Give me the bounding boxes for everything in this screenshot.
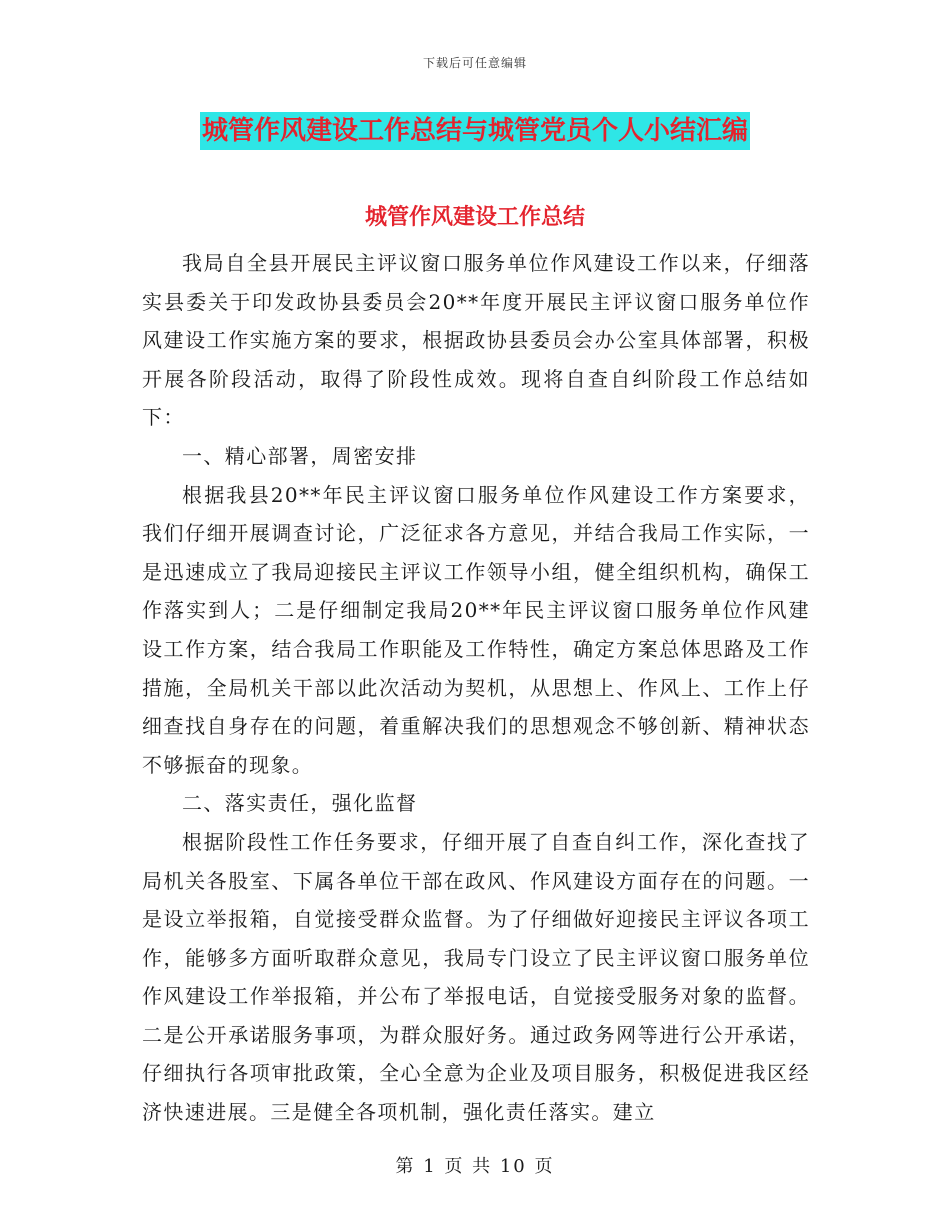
- heading-section-2: 二、落实责任，强化监督: [182, 791, 418, 816]
- paragraph-intro: 我局自全县开展民主评议窗口服务单位作风建设工作以来，仔细落实县委关于印发政协县委员会20**年度开展民主评议窗口服务单位作风建设工作实施方案的要求，根据政协县委员会办公室具体部署，积极开展各阶段活动，取得了阶段性成效。现将自查自纠阶段工作总结如下：: [142, 251, 810, 430]
- page-footer: 第 1 页 共 10 页: [395, 1156, 555, 1177]
- paragraph-section-2: 根据阶段性工作任务要求，仔细开展了自查自纠工作，深化查找了局机关各股室、下属各单位干部在政风、作风建设方面存在的问题。一是设立举报箱，自觉接受群众监督。为了仔细做好迎接民主评议各项工作，能够多方面听取群众意见，我局专门设立了民主评议窗口服务单位作风建设工作举报箱，并公布了举报电话，自觉接受服务对象的监督。二是公开承诺服务事项，为群众服好务。通过政务网等进行公开承诺，仔细执行各项审批政策，全心全意为企业及项目服务，积极促进我区经济快速进展。三是健全各项机制，强化责任落实。建立: [142, 829, 810, 1125]
- page-header: 下载后可任意编辑: [422, 56, 527, 70]
- section-title: 城管作风建设工作总结: [364, 205, 585, 230]
- paragraph-section-1: 根据我县20**年民主评议窗口服务单位作风建设工作方案要求，我们仔细开展调查讨论，广泛征求各方意见，并结合我局工作实际，一是迅速成立了我局迎接民主评议工作领导小组，健全组织机构，确保工作落实到人；二是仔细制定我局20**年民主评议窗口服务单位作风建设工作方案，结合我局工作职能及工作特性，确定方案总体思路及工作措施，全局机关干部以此次活动为契机，从思想上、作风上、工作上仔细查找自身存在的问题，着重解决我们的思想观念不够创新、精神状态不够振奋的现象。: [142, 482, 810, 777]
- document-title-container: [0, 112, 950, 150]
- heading-section-1: 一、精心部署，周密安排: [182, 443, 418, 468]
- document-body: [142, 244, 810, 1132]
- document-title: 城管作风建设工作总结与城管党员个人小结汇编: [200, 112, 750, 150]
